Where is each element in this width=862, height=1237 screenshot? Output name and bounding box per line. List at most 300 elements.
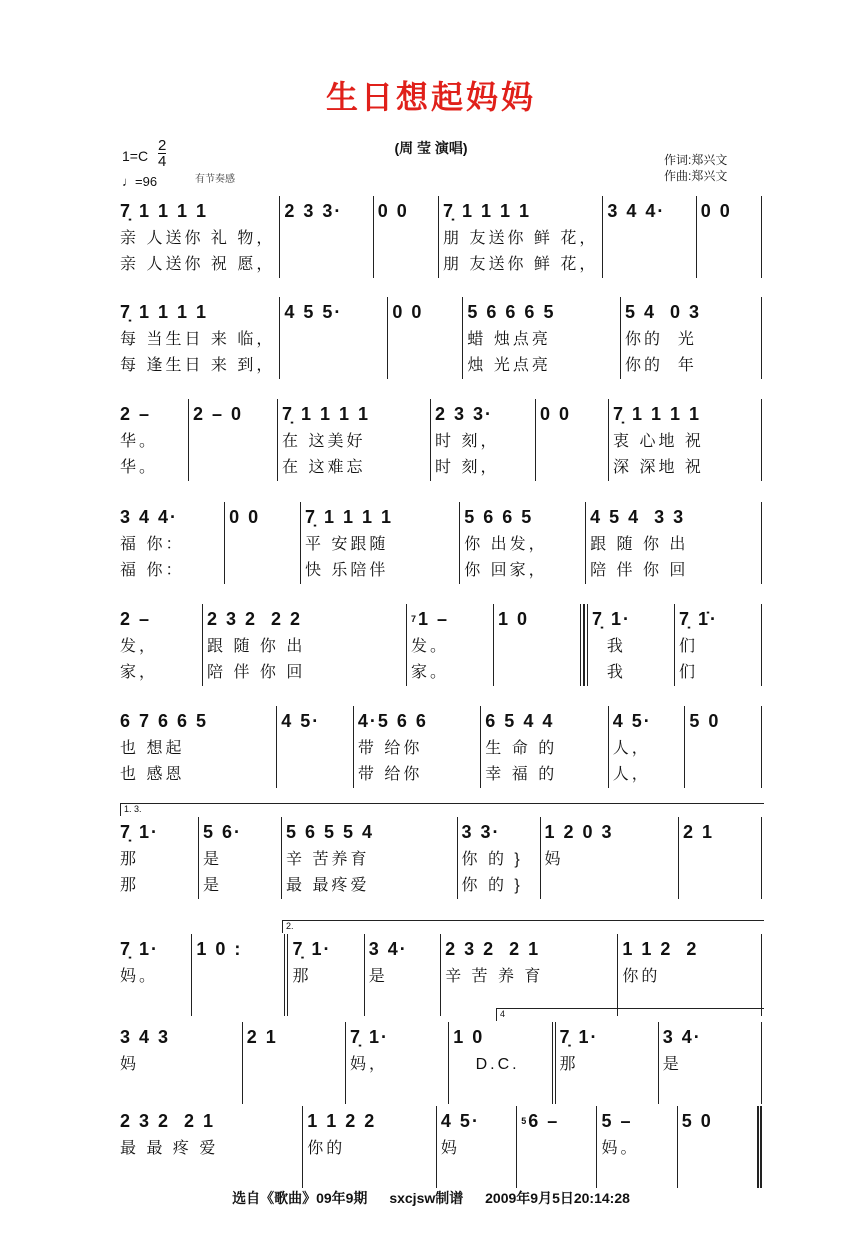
lyric-verse-2 [284,353,383,379]
lyric-verse-1: 是 [203,851,223,868]
measure [609,706,686,788]
measure-notes [378,196,434,226]
lyric-verse-1: 带 给你 [357,740,423,757]
measure-notes [207,604,402,634]
measure-notes [411,604,489,634]
lyric-verse-1: 跟 随 你 出 [207,638,306,655]
lyric-verse-2: 陪 伴 你 回 [590,562,689,579]
measure [116,1022,243,1104]
measure-notes [120,934,187,964]
notes-text: 3 4 3 [120,1027,171,1047]
measure-notes [467,297,616,327]
measure-notes [120,196,275,226]
notes-text: 6 5 4 4 [485,711,555,731]
lyric-verse-1: 妈。 [601,1140,640,1157]
measure [365,934,441,1016]
lyric-verse-1: 那 [559,1056,579,1073]
lyric-verse-2: 深 深地 祝 [613,459,704,476]
notes-text: 7̣ 1· [120,939,160,959]
notes-text: 7̣ 1· [350,1027,390,1047]
measure-notes [453,1022,547,1052]
lyric-verse-2 [120,990,187,1016]
lyric-verse-2: 家。 [411,664,450,681]
measure-notes [120,817,194,847]
measure-notes [392,297,458,327]
notes-text: 4 5· [281,711,321,731]
measure [199,817,282,899]
lyric-verse-1: 是 [368,968,388,985]
lyric-verse-2 [281,762,349,788]
lyric-verse-1 [284,327,383,353]
lyric-verse-1: 你的 [622,968,661,985]
measure [441,934,618,1016]
lyric-verse-2: 烛 光点亮 [467,357,551,374]
notes-text: 5 0 [689,711,721,731]
measure-notes [701,196,757,226]
measure [586,502,762,584]
lyric-verse-1: 是 [662,1056,682,1073]
lyric-verse-2 [663,1078,757,1104]
measure [116,196,280,278]
time-bottom: 4 [158,153,167,170]
lyric-verse-2 [540,455,604,481]
measure-notes [120,1106,298,1136]
measure-notes [682,1106,753,1136]
measure [407,604,494,686]
notes-text: 7̣ 1 1 1 1 [120,201,209,221]
lyric-verse-2: 幸 福 的 [485,766,558,783]
measure [277,706,354,788]
lyric-verse-2: 我 [592,664,626,681]
score-system [116,297,762,379]
score-system [116,502,762,584]
measure-notes [498,604,576,634]
notes-text: 3 4· [368,939,408,959]
measure [116,399,189,481]
score-system [116,1106,762,1188]
lyric-verse-2 [196,990,280,1016]
notes-text: 7̣ 1 1 1 1 [443,201,532,221]
measure-notes [443,196,598,226]
measure [431,399,536,481]
measure [192,934,288,1016]
measure [481,706,608,788]
lyric-verse-1: 人， [612,740,651,757]
measure [243,1022,346,1104]
notes-text: 7̣ 1· [592,609,632,629]
notes-text: 3 4 4· [120,507,179,527]
measure-notes [607,196,691,226]
measure-notes [445,934,613,964]
score-system [116,604,762,686]
lyric-verse-2: 朋 友送你 鲜 花， [443,256,599,273]
lyric-verse-2 [560,1078,654,1104]
measure-notes [120,502,220,532]
notes-text: 7̣ 1· [120,822,160,842]
notes-text: 7̣ 1· [559,1027,599,1047]
notes-text: 7̣ 1 1 1 1 [282,404,371,424]
measure [536,399,609,481]
lyric-verse-2: 快 乐陪伴 [304,562,389,579]
notes-text: 6 – [528,1111,560,1131]
notes-text: 4 5· [612,711,652,731]
lyric-verse-2 [307,1162,432,1188]
measure [437,1106,517,1188]
measure [116,934,192,1016]
lyric-verse-1: 那 [292,968,312,985]
measure [282,817,458,899]
measure-notes [485,706,603,736]
measure-notes [369,934,436,964]
volta-bracket: 2. [282,920,764,933]
lyric-verse-2: 你 的 } [461,877,523,894]
score-system [116,399,762,481]
lyric-verse-1: 你 的 } [461,851,523,868]
measure-notes [679,604,757,634]
measure [685,706,762,788]
measure [303,1106,437,1188]
notes-text: 7̣ 1 1 1 1 [613,404,702,424]
lyric-verse-1 [682,1136,753,1162]
notes-text: 1 1 2 2 [307,1111,377,1131]
lyric-verse-1: 生 命 的 [485,740,558,757]
notes-text: 2 3 2 2 1 [445,939,541,959]
lyric-verse-2: 在 这难忘 [282,459,366,476]
measure-notes [521,1106,592,1136]
measure [116,706,277,788]
measure-notes [350,1022,444,1052]
lyric-verse-2: 每 逢生日 来 到， [120,357,276,374]
lyric-verse-1 [229,532,296,558]
lyric-verse-1: 发。 [411,638,450,655]
measure-notes [247,1022,341,1052]
notes-text: 3 4 4· [607,201,666,221]
notes-text: 5 6 5 5 4 [286,822,375,842]
lyric-verse-1 [498,634,576,660]
measure [280,196,373,278]
notes-text: 1 0 [453,1027,485,1047]
measure [603,196,696,278]
measure [354,706,481,788]
measure-notes [196,934,280,964]
notes-text: 7̣ 1̇· [679,609,719,629]
notes-text: 0 0 [700,201,732,221]
measure-notes [601,1106,672,1136]
measure [458,817,541,899]
notes-text: 2 1 [683,822,715,842]
lyric-verse-2 [284,252,368,278]
lyric-verse-2 [120,1078,238,1104]
notes-text: 1 1 2 2 [622,939,699,959]
song-title: 生日想起妈妈 [325,78,536,116]
lyric-verse-2 [607,252,691,278]
lyric-verse-1 [607,226,691,252]
measure-notes [625,297,757,327]
lyric-verse-2 [498,660,576,686]
notes-text: 4 5 5· [284,302,343,322]
measure [460,502,586,584]
grace-note: 5 [521,1116,529,1126]
measure-notes [560,1022,654,1052]
measure [697,196,762,278]
lyric-verse-2: 华。 [120,459,159,476]
lyric-verse-1 [392,327,458,353]
lyric-verse-1 [689,736,757,762]
measure [584,604,675,686]
footer-source: 选自《歌曲》09年9期 sxcjsw制谱 2009年9月5日20:14:28 [232,1190,630,1206]
notes-text: 2 3 2 2 1 [120,1111,216,1131]
measure [301,502,460,584]
lyric-verse-1 [247,1052,341,1078]
notes-text: 7̣ 1· [292,939,332,959]
measure-notes [229,502,296,532]
notes-text: 5 6 6 6 5 [467,302,556,322]
lyric-verse-1: 最 最 疼 爱 [120,1140,219,1157]
lyric-verse-2 [453,1078,547,1104]
notes-text: 5 6· [203,822,243,842]
lyric-verse-1: 朋 友送你 鲜 花， [443,230,599,247]
measure [374,196,439,278]
lyric-verse-2: 也 感恩 [120,766,185,783]
lyric-verse-2: 福 你： [120,562,185,579]
measure [189,399,278,481]
lyric-verse-1 [196,964,280,990]
score-system [116,196,762,278]
measure-notes [282,399,426,429]
measure-notes [435,399,531,429]
lyric-verse-1: 衷 心地 祝 [613,433,704,450]
lyric-verse-2 [292,990,359,1016]
lyric-verse-2: 家， [120,664,159,681]
lyric-verse-2: 亲 人送你 祝 愿， [120,256,276,273]
lyric-verse-1: 你的 光 [624,331,697,348]
measure-notes [120,297,275,327]
lyric-verse-2 [193,455,273,481]
measure-notes [292,934,359,964]
lyric-verse-1: 亲 人送你 礼 物， [120,230,276,247]
notes-text: 2 3 2 2 2 [207,609,303,629]
measure-notes [663,1022,757,1052]
notes-text: 2 – [120,404,152,424]
measure-notes [284,196,368,226]
measure-notes [120,399,184,429]
lyric-verse-2: 那 [120,877,140,894]
lyric-verse-2 [350,1078,444,1104]
measure-notes [592,604,670,634]
singer: (周 莹 演唱) [394,140,468,156]
lyric-verse-1: 也 想起 [120,740,185,757]
lyric-verse-1: 妈。 [120,968,159,985]
lyric-verse-2: 陪 伴 你 回 [207,664,306,681]
lyric-verse-2 [247,1078,341,1104]
notes-text: 4·5 6 6 [357,711,428,731]
lyric-verse-2: 们 [679,664,699,681]
measure [278,399,431,481]
lyric-verse-1: 每 当生日 来 临， [120,331,276,348]
measure-notes [120,1022,238,1052]
measure-notes [683,817,757,847]
notes-text: 0 0 [392,302,424,322]
volta-bracket: 1. 3. [120,803,764,816]
measure-notes [540,399,604,429]
lyric-verse-1: 蜡 烛点亮 [467,331,551,348]
notes-text: 5 6 6 5 [464,507,534,527]
notes-text: 5 4 0 3 [624,302,701,322]
lyric-verse-2 [689,762,757,788]
lyric-verse-1: 辛 苦养育 [286,851,370,868]
measure [556,1022,659,1104]
measure-notes [613,399,757,429]
measure-notes [441,1106,512,1136]
measure [659,1022,762,1104]
notes-text: 7̣ 1 1 1 1 [120,302,209,322]
notes-text: 2 – [120,609,152,629]
lyric-verse-2 [521,1162,592,1188]
lyric-verse-2: 时 刻， [435,459,500,476]
score-system [116,934,762,1016]
lyric-verse-1: 跟 随 你 出 [590,536,689,553]
lyric-verse-1: 平 安跟随 [304,536,389,553]
lyric-verse-2 [120,1162,298,1188]
lyric-verse-1: 你 出发， [464,536,548,553]
measure [116,1106,303,1188]
notes-text: 1 2 0 3 [544,822,614,842]
measure [116,604,203,686]
measure [678,1106,762,1188]
measure-notes [203,817,277,847]
volta-bracket: 4 [496,1008,764,1021]
lyric-verse-1: 妈 [120,1056,140,1073]
measure [463,297,621,379]
score-system [116,706,762,788]
notes-text: 0 0 [540,404,572,424]
measure [116,817,199,899]
lyric-verse-1 [701,226,757,252]
notes-text: 2 1 [246,1027,278,1047]
notes-text: 1 – [418,609,450,629]
measure [288,934,364,1016]
measure-notes [545,817,675,847]
notes-text: 4 5 4 3 3 [590,507,686,527]
lyric-verse-2 [701,252,757,278]
lyric-verse-1: 你的 [307,1140,346,1157]
lyric-verse-1 [284,226,368,252]
measure-notes [286,817,453,847]
notes-text: 0 0 [377,201,409,221]
lyric-verse-1: 福 你： [120,536,185,553]
measure-notes [622,934,757,964]
measure [621,297,762,379]
measure [517,1106,597,1188]
lyric-verse-2 [545,873,675,899]
measure-notes [358,706,476,736]
measure [116,297,280,379]
measure-notes [305,502,455,532]
lyric-verse-2: 带 给你 [357,766,423,783]
lyric-verse-1: 在 这美好 [282,433,366,450]
score-system [116,817,762,899]
lyric-verse-1: 妈， [350,1056,389,1073]
lyric-verse-1 [281,736,349,762]
measure [449,1022,555,1104]
measure-notes [281,706,349,736]
grace-note: 7 [411,614,419,624]
notes-text: 0 0 [229,507,261,527]
expression-mark: 有节奏感 [195,174,235,185]
measure [679,817,762,899]
measure-notes [307,1106,432,1136]
notes-text: 3 3· [461,822,501,842]
notes-text: 2 3 3· [435,404,494,424]
composer: 作曲:郑兴文 [664,169,728,183]
time-top: 2 [158,137,167,154]
measure-notes [120,604,198,634]
measure-notes [689,706,757,736]
measure-notes [284,297,383,327]
measure [541,817,680,899]
measure-notes [462,817,536,847]
lyric-verse-2 [229,558,296,584]
lyric-verse-2: 是 [203,877,223,894]
notes-text: 4 5· [440,1111,480,1131]
measure [203,604,407,686]
score-system [116,1022,762,1104]
measure [618,934,762,1016]
measure [225,502,301,584]
lyric-verse-1 [540,429,604,455]
measure-notes [590,502,757,532]
lyric-verse-1: 时 刻， [435,433,500,450]
measure [280,297,388,379]
notes-text: 2 3 3· [284,201,343,221]
measure-notes [464,502,581,532]
lyric-verse-1 [193,429,273,455]
measure [494,604,584,686]
notes-text: 3 4· [662,1027,702,1047]
notes-text: 7̣ 1 1 1 1 [304,507,394,527]
measure [609,399,762,481]
lyric-verse-1: 我 [592,638,626,655]
measure-notes [120,706,272,736]
lyric-verse-2 [378,252,434,278]
notes-text: 2 – 0 [193,404,244,424]
lyric-verse-1: 们 [679,638,699,655]
notes-text: 5 0 [681,1111,713,1131]
lyric-verse-1: 那 [120,851,140,868]
key-signature: 1=C [122,148,149,164]
lyric-verse-2: 人， [612,766,651,783]
lyric-verse-1: 辛 苦 养 育 [445,968,544,985]
notes-text: 1 0 [498,609,530,629]
measure-notes [193,399,273,429]
time-signature [158,138,166,169]
lyric-verse-1: 妈 [544,851,564,868]
measure [388,297,463,379]
lyric-verse-1: 妈 [440,1140,460,1157]
lyric-verse-2 [392,353,458,379]
lyric-verse-2 [601,1162,672,1188]
notes-text: 5 – [601,1111,633,1131]
lyric-verse-2: 你 回家， [464,562,548,579]
lyric-verse-1: D.C. [453,1056,520,1073]
lyric-verse-2: 你的 年 [624,357,697,374]
lyric-verse-2 [441,1162,512,1188]
measure [597,1106,677,1188]
notes-text: 1 0 : [196,939,243,959]
notes-text: 6 7 6 6 5 [120,711,209,731]
lyric-verse-2 [683,873,757,899]
measure [116,502,225,584]
